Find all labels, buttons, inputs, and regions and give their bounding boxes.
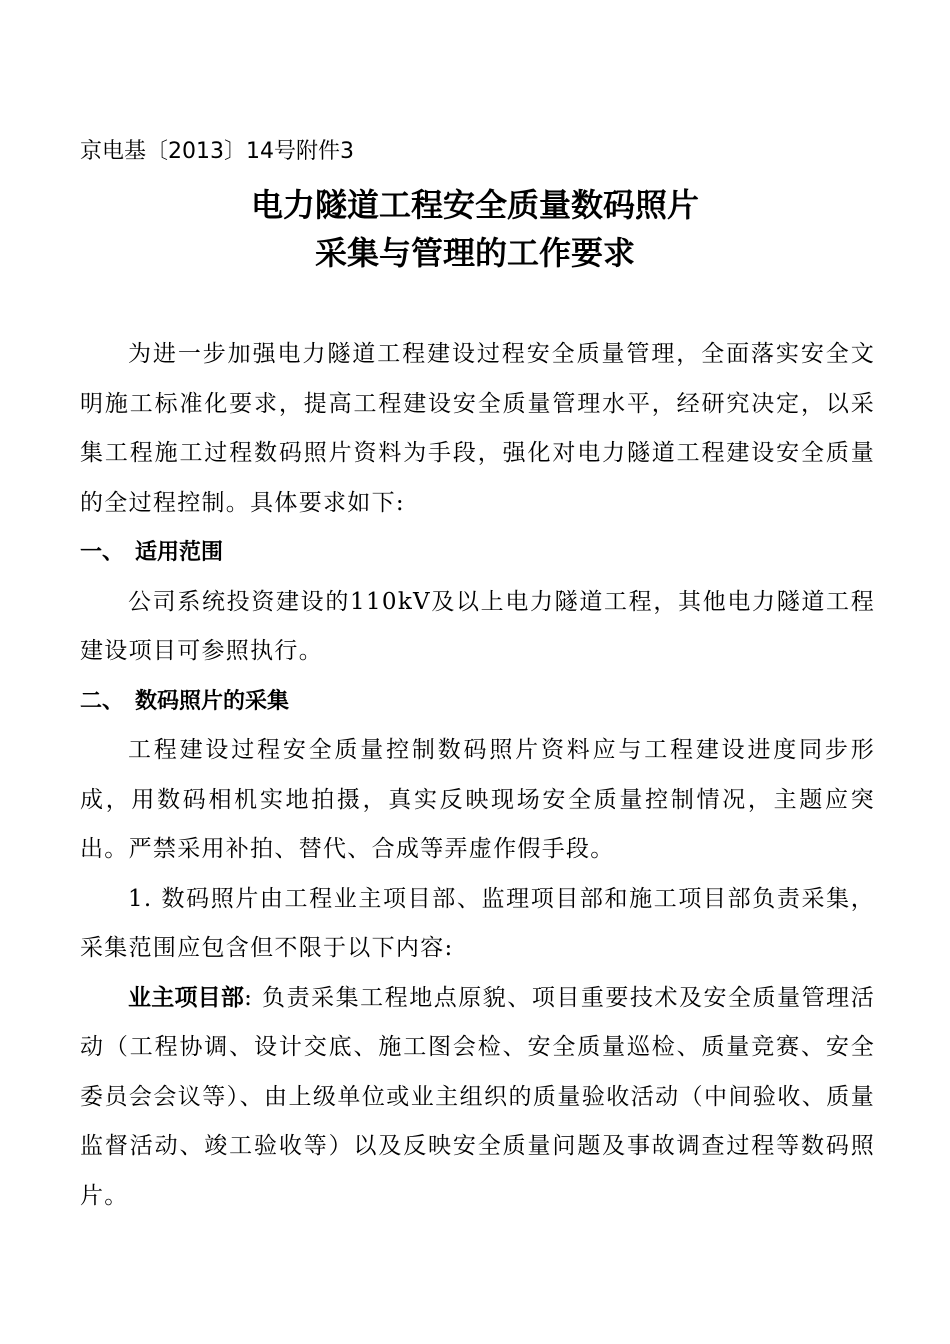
owner-dept-text: 负责采集工程地点原貌、项目重要技术及安全质量管理活动（工程协调、设计交底、施工图会检、安全质量巡检、质量竞赛、安全委员会会议等）、由上级单位或业主组织的质量验收活动（中间验收、质量监督活动、竣工验收等）以及反映安全质量问题及事故调查过程等数码照片。: [80, 984, 875, 1209]
document-title-line-1: 电力隧道工程安全质量数码照片: [250, 186, 699, 224]
section-1-heading: [80, 528, 875, 578]
intro-paragraph: 为进一步加强电力隧道工程建设过程安全质量管理，全面落实安全文明施工标准化要求，提高工程建设安全质量管理水平，经研究决定，以采集工程施工过程数码照片资料为手段，强化对电力隧道工程建设安全质量的全过程控制。具体要求如下:: [80, 341, 875, 516]
section-2-paragraph: 工程建设过程安全质量控制数码照片资料应与工程建设进度同步形成，用数码相机实地拍摄，真实反映现场安全质量控制情况，主题应突出。严禁采用补拍、替代、合成等弄虚作假手段。: [80, 737, 875, 862]
document-title-line-2: 采集与管理的工作要求: [314, 234, 635, 272]
section-2-number: 二、: [80, 688, 125, 714]
owner-dept-paragraph: [80, 974, 875, 1222]
section-1-title: 适用范围: [135, 540, 224, 565]
document-body: [80, 330, 875, 1221]
section-1-paragraph: 公司系统投资建设的110kV及以上电力隧道工程，其他电力隧道工程建设项目可参照执行。: [80, 588, 875, 664]
section-2-title: 数码照片的采集: [135, 688, 290, 714]
section-2-heading: [80, 677, 875, 727]
section-2-item-1: 1. 数码照片由工程业主项目部、监理项目部和施工项目部负责采集，采集范围应包含但不限于以下内容:: [80, 885, 875, 961]
section-1-number: 一、: [80, 540, 125, 565]
document-reference: 京电基〔2013〕14号附件3: [80, 139, 354, 164]
owner-dept-colon: :: [244, 984, 254, 1011]
owner-dept-label: 业主项目部: [128, 984, 245, 1011]
